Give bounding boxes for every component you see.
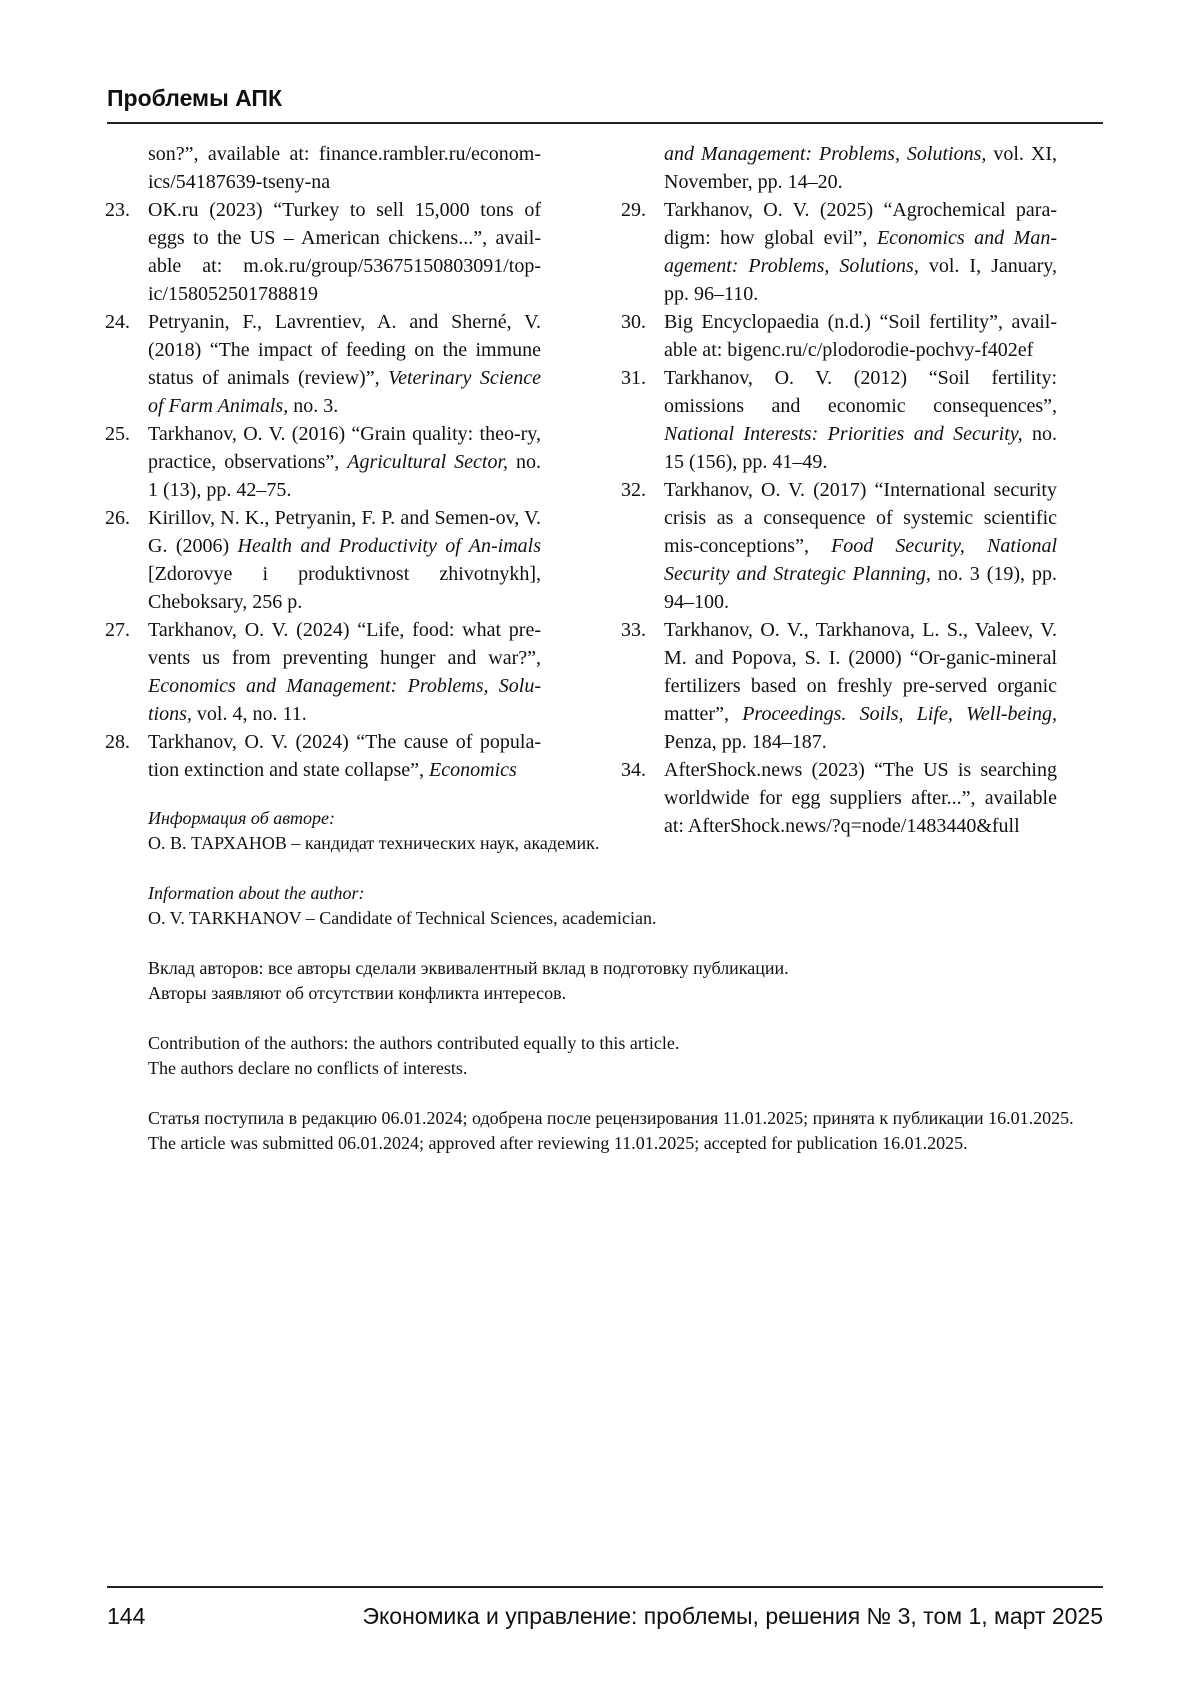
article-dates-ru: Статья поступила в редакцию 06.01.2024; одобрена после рецензирования 11.01.2025; принята к публикации 16.01.2025. — [148, 1108, 1074, 1128]
reference-source-title: Proceedings. Soils, Life, Well-being, — [742, 703, 1057, 725]
reference-number: 30. — [621, 311, 646, 333]
reference-number: 33. — [621, 619, 646, 641]
reference-text: vol. 4, no. 11. — [191, 703, 307, 725]
article-dates — [148, 1106, 1108, 1156]
contribution-ru-line: Вклад авторов: все авторы сделали эквивалентный вклад в подготовку публикации. — [148, 958, 789, 978]
reference-text: Tarkhanov, O. V. (2024) “The cause of popula-tion extinction and state collapse”, — [148, 731, 541, 781]
reference-number: 29. — [621, 199, 646, 221]
contribution-en-line: Contribution of the authors: the authors contributed equally to this article. — [148, 1033, 680, 1053]
reference-number: 34. — [621, 759, 646, 781]
contribution-ru — [148, 956, 1108, 1006]
author-info-en-heading: Information about the author: — [148, 883, 365, 903]
reference-text: Kirillov, N. K., Petryanin, F. P. and Semen-ov, V. G. (2006) — [148, 507, 541, 557]
reference-source-title: Veterinary Science of Farm Animals, — [148, 367, 541, 417]
reference-source-title: Economics and Man-agement: Problems, Solutions, — [664, 227, 1057, 277]
reference-number: 26. — [105, 507, 130, 529]
journal-footer-title: Экономика и управление: проблемы, решения № 3, том 1, март 2025 — [362, 1603, 1103, 1629]
reference-item — [105, 616, 541, 728]
reference-text: Tarkhanov, O. V. (2024) “Life, food: what pre-vents us from preventing hunger and war?”, — [148, 619, 541, 669]
reference-continuation — [621, 140, 1057, 196]
reference-text: son?”, available at: finance.rambler.ru/econom-ics/54187639-tseny-na — [148, 143, 541, 193]
reference-text: [Zdorovye i produktivnost zhivotnykh], Cheboksary, 256 p. — [148, 563, 541, 613]
reference-text: Big Encyclopaedia (n.d.) “Soil fertility”, avail-able at: bigenc.ru/c/plodorodie-pochvy-f402ef — [664, 311, 1057, 361]
reference-text: Tarkhanov, O. V. (2016) “Grain quality: theo-ry, practice, observations”, — [148, 423, 541, 473]
reference-item — [621, 476, 1057, 616]
author-info-ru-text: О. В. ТАРХАНОВ – кандидат технических наук, академик. — [148, 833, 600, 853]
author-info-ru — [148, 806, 1108, 856]
reference-item — [621, 616, 1057, 756]
reference-text: no. 15 (156), pp. 41–49. — [664, 423, 1057, 473]
reference-item — [105, 420, 541, 504]
reference-item — [105, 196, 541, 308]
reference-number: 23. — [105, 199, 130, 221]
conflict-ru-line: Авторы заявляют об отсутствии конфликта интересов. — [148, 983, 567, 1003]
reference-text: vol. I, January, pp. 96–110. — [664, 255, 1057, 305]
article-dates-en: The article was submitted 06.01.2024; approved after reviewing 11.01.2025; accepted for publication 16.01.2025. — [148, 1133, 968, 1153]
reference-source-title: National Interests: Priorities and Security, — [664, 423, 1023, 445]
running-title: Проблемы АПК — [107, 85, 282, 111]
reference-number: 32. — [621, 479, 646, 501]
header-rule — [107, 122, 1103, 124]
reference-text: Tarkhanov, O. V. (2025) “Agrochemical para-digm: how global evil”, — [664, 199, 1057, 249]
reference-item — [621, 364, 1057, 476]
reference-text: OK.ru (2023) “Turkey to sell 15,000 tons of eggs to the US – American chickens...”, avail-able at: m.ok.ru/group/53675150803091/top-ic/158052501788819 — [148, 199, 541, 305]
reference-text: Tarkhanov, O. V. (2012) “Soil fertility: omissions and economic consequences”, — [664, 367, 1057, 417]
reference-text: AfterShock.news (2023) “The US is searching worldwide for egg suppliers after...”, available at: AfterShock.news/?q=node/1483440&full — [664, 759, 1057, 837]
reference-text: vol. XI, November, pp. 14–20. — [664, 143, 1057, 193]
reference-text: Petryanin, F., Lavrentiev, A. and Sherné, V. (2018) “The impact of feeding on the immune status of animals (review)”, — [148, 311, 541, 389]
reference-source-title: Economics and Management: Problems, Solu-tions, — [148, 675, 541, 725]
reference-number: 31. — [621, 367, 646, 389]
reference-text: no. 3. — [288, 395, 339, 417]
contribution-en — [148, 1031, 1108, 1081]
reference-number: 27. — [105, 619, 130, 641]
reference-item — [105, 504, 541, 616]
reference-number: 24. — [105, 311, 130, 333]
reference-item — [621, 196, 1057, 308]
references-right-column — [621, 140, 1057, 840]
reference-text: Tarkhanov, O. V. (2017) “International security crisis as a consequence of systemic scientific mis-conceptions”, — [664, 479, 1057, 557]
reference-text: no. 1 (13), pp. 42–75. — [148, 451, 542, 501]
author-info-en — [148, 881, 1108, 931]
reference-source-title: Agricultural Sector, — [347, 451, 509, 473]
reference-source-title: and Management: Problems, Solutions, — [664, 143, 987, 165]
reference-source-title: Economics — [429, 759, 517, 781]
references-left-column — [105, 140, 541, 784]
author-info-en-text: O. V. TARKHANOV – Candidate of Technical Sciences, academician. — [148, 908, 657, 928]
reference-text: Penza, pp. 184–187. — [664, 731, 827, 753]
reference-source-title: Health and Productivity of An-imals — [237, 535, 542, 557]
reference-number: 28. — [105, 731, 130, 753]
reference-continuation — [105, 140, 541, 196]
reference-source-title: Food Security, National Security and Strategic Planning, — [664, 535, 1057, 585]
reference-text: Tarkhanov, O. V., Tarkhanova, L. S., Valeev, V. M. and Popova, S. I. (2000) “Or-ganic-mineral fertilizers based on freshly pre-served organic matter”, — [664, 619, 1057, 725]
reference-number: 25. — [105, 423, 130, 445]
author-info-ru-heading: Информация об авторе: — [148, 808, 336, 828]
reference-item — [105, 308, 541, 420]
page-number: 144 — [107, 1603, 146, 1629]
footer-rule — [107, 1586, 1103, 1588]
conflict-en-line: The authors declare no conflicts of interests. — [148, 1058, 468, 1078]
reference-item — [621, 308, 1057, 364]
reference-item — [105, 728, 541, 784]
reference-text: no. 3 (19), pp. 94–100. — [664, 563, 1057, 613]
